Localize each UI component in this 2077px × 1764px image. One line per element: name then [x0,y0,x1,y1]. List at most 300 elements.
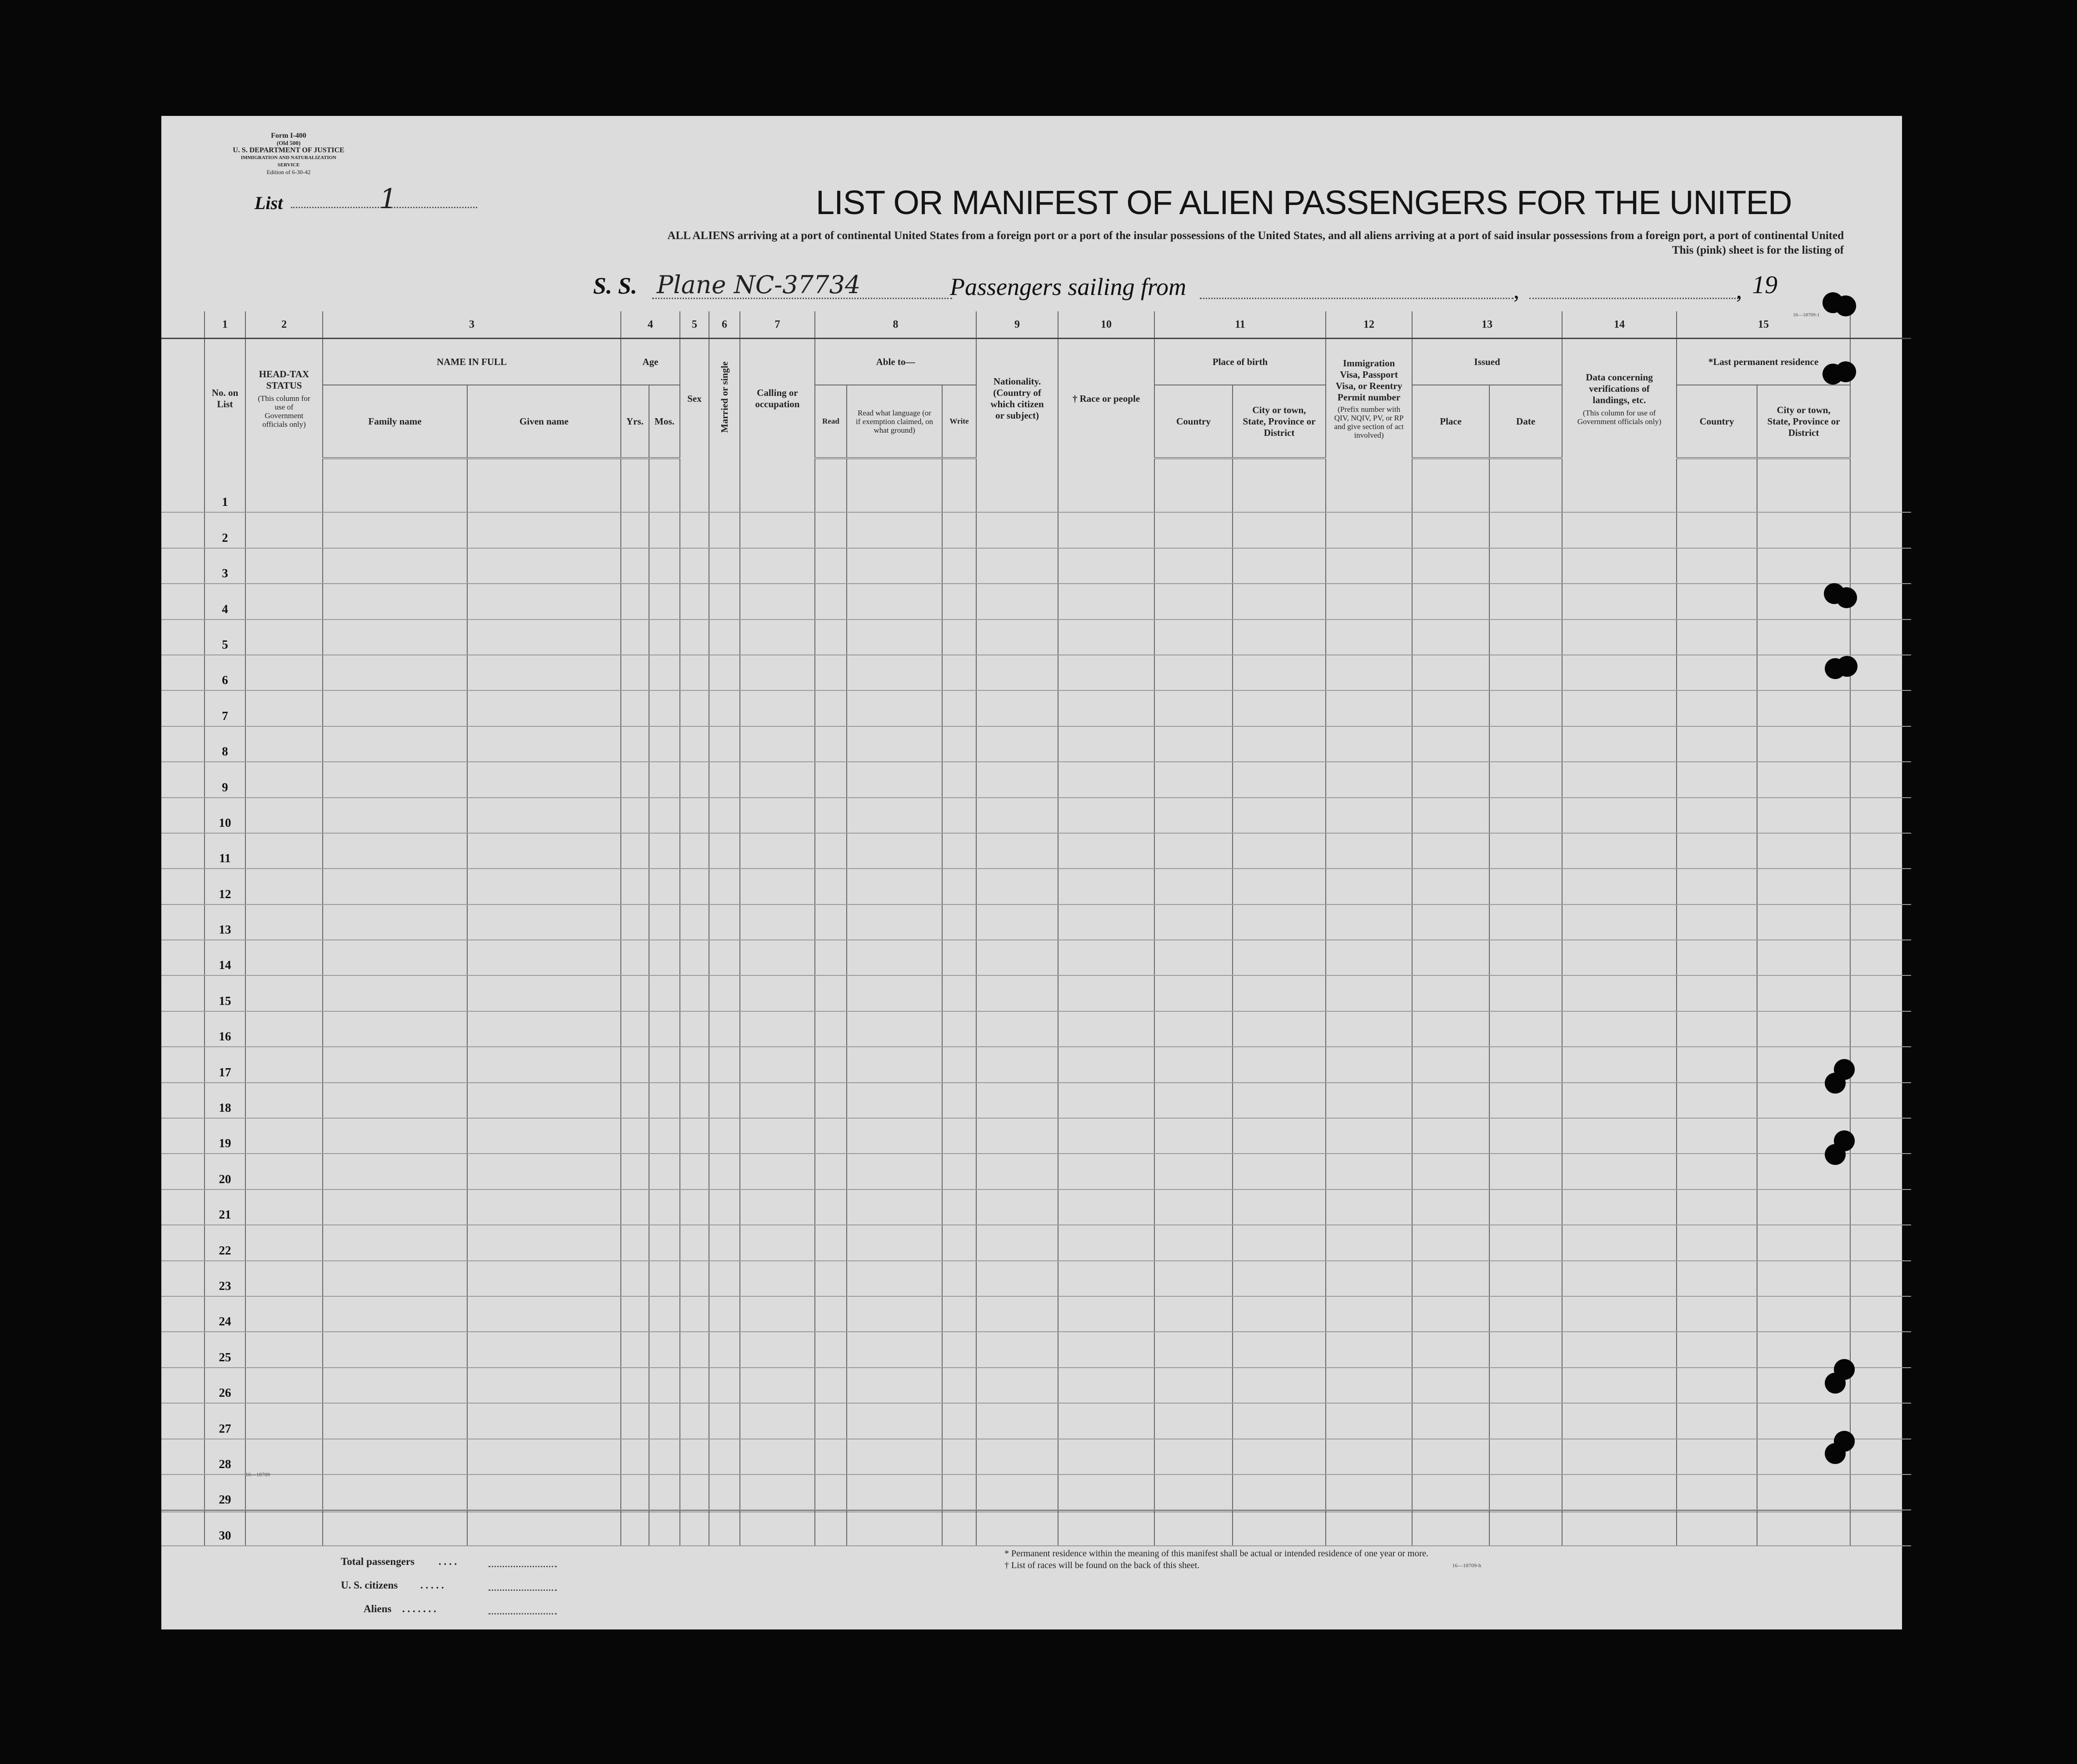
entry-cell[interactable] [815,1189,847,1225]
entry-cell[interactable] [1154,1011,1233,1047]
entry-cell[interactable] [1412,1296,1489,1332]
entry-cell[interactable] [621,1296,649,1332]
entry-cell[interactable] [1154,904,1233,940]
entry-cell[interactable] [1562,1011,1677,1047]
entry-cell[interactable] [467,1510,621,1545]
entry-cell[interactable] [245,1047,323,1082]
entry-cell[interactable] [1677,1047,1757,1082]
entry-cell[interactable] [1058,584,1154,619]
entry-cell[interactable] [467,477,621,512]
entry-cell[interactable] [1233,1332,1326,1367]
entry-cell[interactable] [680,869,709,904]
entry-cell[interactable] [1562,762,1677,797]
entry-cell[interactable] [942,512,976,548]
entry-cell[interactable] [1233,798,1326,833]
entry-cell[interactable] [1489,940,1562,975]
entry-cell[interactable] [1412,512,1489,548]
entry-cell[interactable] [621,1510,649,1545]
entry-cell[interactable] [1677,1368,1757,1403]
entry-cell[interactable] [621,975,649,1011]
entry-cell[interactable] [1562,940,1677,975]
entry-cell[interactable] [815,1261,847,1296]
entry-cell[interactable] [1412,726,1489,762]
entry-cell[interactable] [1489,512,1562,548]
entry-cell[interactable] [1326,584,1412,619]
entry-cell[interactable] [1233,655,1326,690]
entry-cell[interactable] [740,1189,815,1225]
entry-cell[interactable] [815,1047,847,1082]
entry-cell[interactable] [323,726,467,762]
entry-cell[interactable] [1154,940,1233,975]
entry-cell[interactable] [815,1332,847,1367]
entry-cell[interactable] [323,1189,467,1225]
entry-cell[interactable] [621,940,649,975]
entry-cell[interactable] [942,1225,976,1260]
entry-cell[interactable] [1562,655,1677,690]
entry-cell[interactable] [709,762,740,797]
entry-cell[interactable] [1326,512,1412,548]
entry-cell[interactable] [815,620,847,655]
entry-cell[interactable] [1058,1403,1154,1439]
entry-cell[interactable] [1154,477,1233,512]
entry-cell[interactable] [680,1403,709,1439]
entry-cell[interactable] [1677,620,1757,655]
entry-cell[interactable] [621,1403,649,1439]
entry-cell[interactable] [942,904,976,940]
entry-cell[interactable] [245,1189,323,1225]
entry-cell[interactable] [1412,833,1489,869]
entry-cell[interactable] [1154,1332,1233,1367]
entry-cell[interactable] [740,833,815,869]
entry-cell[interactable] [1412,904,1489,940]
entry-cell[interactable] [1233,975,1326,1011]
entry-cell[interactable] [1412,1261,1489,1296]
entry-cell[interactable] [1058,726,1154,762]
entry-cell[interactable] [815,726,847,762]
entry-cell[interactable] [621,548,649,584]
entry-cell[interactable] [680,548,709,584]
entry-cell[interactable] [1233,833,1326,869]
entry-cell[interactable] [1058,833,1154,869]
entry-cell[interactable] [1412,1225,1489,1260]
entry-cell[interactable] [467,1189,621,1225]
entry-cell[interactable] [1677,1403,1757,1439]
entry-cell[interactable] [1562,833,1677,869]
entry-cell[interactable] [1233,1368,1326,1403]
entry-cell[interactable] [942,690,976,726]
entry-cell[interactable] [942,762,976,797]
entry-cell[interactable] [1757,477,1850,512]
entry-cell[interactable] [1058,1154,1154,1189]
entry-cell[interactable] [680,1189,709,1225]
entry-cell[interactable] [1412,762,1489,797]
entry-cell[interactable] [1677,584,1757,619]
entry-cell[interactable] [323,512,467,548]
entry-cell[interactable] [709,1368,740,1403]
entry-cell[interactable] [1757,548,1850,584]
entry-cell[interactable] [680,975,709,1011]
entry-cell[interactable] [847,1011,942,1047]
entry-cell[interactable] [740,690,815,726]
entry-cell[interactable] [1233,1118,1326,1154]
entry-cell[interactable] [815,1296,847,1332]
entry-cell[interactable] [815,762,847,797]
entry-cell[interactable] [976,975,1058,1011]
entry-cell[interactable] [1326,655,1412,690]
entry-cell[interactable] [1489,869,1562,904]
entry-cell[interactable] [709,1011,740,1047]
entry-cell[interactable] [709,620,740,655]
entry-cell[interactable] [942,975,976,1011]
entry-cell[interactable] [1058,762,1154,797]
entry-cell[interactable] [1562,1368,1677,1403]
entry-cell[interactable] [1757,904,1850,940]
entry-cell[interactable] [1154,1403,1233,1439]
entry-cell[interactable] [1233,1189,1326,1225]
entry-cell[interactable] [1412,1332,1489,1367]
entry-cell[interactable] [621,869,649,904]
entry-cell[interactable] [740,1439,815,1474]
entry-cell[interactable] [1233,1225,1326,1260]
entry-cell[interactable] [1562,1083,1677,1118]
entry-cell[interactable] [1326,1118,1412,1154]
entry-cell[interactable] [976,833,1058,869]
entry-cell[interactable] [1757,1011,1850,1047]
entry-cell[interactable] [621,833,649,869]
entry-cell[interactable] [740,1225,815,1260]
entry-cell[interactable] [245,833,323,869]
entry-cell[interactable] [245,726,323,762]
entry-cell[interactable] [245,1439,323,1474]
entry-cell[interactable] [1562,620,1677,655]
entry-cell[interactable] [1489,1047,1562,1082]
entry-cell[interactable] [976,584,1058,619]
entry-cell[interactable] [1677,1474,1757,1510]
entry-cell[interactable] [323,762,467,797]
entry-cell[interactable] [680,1368,709,1403]
entry-cell[interactable] [680,1011,709,1047]
entry-cell[interactable] [1154,1083,1233,1118]
entry-cell[interactable] [1412,620,1489,655]
entry-cell[interactable] [1562,726,1677,762]
entry-cell[interactable] [1058,1047,1154,1082]
entry-cell[interactable] [1489,1510,1562,1545]
entry-cell[interactable] [680,655,709,690]
entry-cell[interactable] [1058,1296,1154,1332]
entry-cell[interactable] [1412,1011,1489,1047]
entry-cell[interactable] [740,1154,815,1189]
entry-cell[interactable] [847,1332,942,1367]
entry-cell[interactable] [1412,1083,1489,1118]
entry-cell[interactable] [1058,1083,1154,1118]
entry-cell[interactable] [1412,477,1489,512]
entry-cell[interactable] [709,940,740,975]
entry-cell[interactable] [1154,1510,1233,1545]
entry-cell[interactable] [1677,726,1757,762]
entry-cell[interactable] [1058,548,1154,584]
entry-cell[interactable] [323,833,467,869]
entry-cell[interactable] [740,1510,815,1545]
entry-cell[interactable] [1154,1261,1233,1296]
entry-cell[interactable] [680,1439,709,1474]
entry-cell[interactable] [1489,477,1562,512]
entry-cell[interactable] [942,1403,976,1439]
entry-cell[interactable] [649,548,680,584]
entry-cell[interactable] [815,833,847,869]
entry-cell[interactable] [649,584,680,619]
entry-cell[interactable] [1412,1439,1489,1474]
entry-cell[interactable] [1326,548,1412,584]
entry-cell[interactable] [709,975,740,1011]
entry-cell[interactable] [709,1225,740,1260]
entry-cell[interactable] [1757,833,1850,869]
entry-cell[interactable] [245,512,323,548]
entry-cell[interactable] [1058,1261,1154,1296]
entry-cell[interactable] [942,1474,976,1510]
entry-cell[interactable] [942,833,976,869]
entry-cell[interactable] [1677,762,1757,797]
entry-cell[interactable] [245,1011,323,1047]
entry-cell[interactable] [621,726,649,762]
entry-cell[interactable] [976,548,1058,584]
entry-cell[interactable] [976,1296,1058,1332]
entry-cell[interactable] [1326,1225,1412,1260]
entry-cell[interactable] [1233,1011,1326,1047]
entry-cell[interactable] [1757,1261,1850,1296]
entry-cell[interactable] [649,1225,680,1260]
entry-cell[interactable] [621,1225,649,1260]
entry-cell[interactable] [1562,1439,1677,1474]
entry-cell[interactable] [1154,548,1233,584]
entry-cell[interactable] [1154,1439,1233,1474]
entry-cell[interactable] [847,1118,942,1154]
entry-cell[interactable] [1058,655,1154,690]
entry-cell[interactable] [1326,1083,1412,1118]
entry-cell[interactable] [621,690,649,726]
entry-cell[interactable] [976,512,1058,548]
entry-cell[interactable] [1489,690,1562,726]
entry-cell[interactable] [740,1083,815,1118]
entry-cell[interactable] [1233,1510,1326,1545]
entry-cell[interactable] [1562,1189,1677,1225]
entry-cell[interactable] [649,477,680,512]
entry-cell[interactable] [1489,726,1562,762]
entry-cell[interactable] [1757,798,1850,833]
entry-cell[interactable] [1677,655,1757,690]
entry-cell[interactable] [649,869,680,904]
entry-cell[interactable] [1562,1261,1677,1296]
entry-cell[interactable] [680,620,709,655]
entry-cell[interactable] [323,1439,467,1474]
entry-cell[interactable] [976,1474,1058,1510]
entry-cell[interactable] [740,620,815,655]
entry-cell[interactable] [680,1474,709,1510]
entry-cell[interactable] [649,1296,680,1332]
entry-cell[interactable] [245,975,323,1011]
entry-cell[interactable] [1412,1403,1489,1439]
entry-cell[interactable] [649,1403,680,1439]
entry-cell[interactable] [847,869,942,904]
entry-cell[interactable] [1412,548,1489,584]
entry-cell[interactable] [709,1047,740,1082]
entry-cell[interactable] [1677,940,1757,975]
entry-cell[interactable] [680,833,709,869]
entry-cell[interactable] [649,690,680,726]
entry-cell[interactable] [847,904,942,940]
entry-cell[interactable] [649,1083,680,1118]
entry-cell[interactable] [1489,548,1562,584]
entry-cell[interactable] [1154,1296,1233,1332]
entry-cell[interactable] [815,690,847,726]
entry-cell[interactable] [621,1154,649,1189]
entry-cell[interactable] [976,1332,1058,1367]
entry-cell[interactable] [847,1510,942,1545]
entry-cell[interactable] [1154,1225,1233,1260]
entry-cell[interactable] [1489,655,1562,690]
entry-cell[interactable] [323,1154,467,1189]
entry-cell[interactable] [1677,1118,1757,1154]
entry-cell[interactable] [976,655,1058,690]
entry-cell[interactable] [649,1261,680,1296]
entry-cell[interactable] [245,477,323,512]
entry-cell[interactable] [942,1154,976,1189]
entry-cell[interactable] [323,1474,467,1510]
entry-cell[interactable] [976,726,1058,762]
entry-cell[interactable] [976,762,1058,797]
entry-cell[interactable] [621,798,649,833]
entry-cell[interactable] [1058,1011,1154,1047]
entry-cell[interactable] [976,477,1058,512]
entry-cell[interactable] [1233,1474,1326,1510]
entry-cell[interactable] [1412,1118,1489,1154]
entry-cell[interactable] [1326,1474,1412,1510]
entry-cell[interactable] [1058,869,1154,904]
entry-cell[interactable] [815,1439,847,1474]
entry-cell[interactable] [1233,1296,1326,1332]
entry-cell[interactable] [942,1510,976,1545]
entry-cell[interactable] [709,869,740,904]
entry-cell[interactable] [649,1154,680,1189]
entry-cell[interactable] [1058,904,1154,940]
entry-cell[interactable] [323,1011,467,1047]
entry-cell[interactable] [621,477,649,512]
entry-cell[interactable] [467,1261,621,1296]
entry-cell[interactable] [709,1083,740,1118]
entry-cell[interactable] [942,620,976,655]
entry-cell[interactable] [621,620,649,655]
entry-cell[interactable] [709,1510,740,1545]
entry-cell[interactable] [467,1296,621,1332]
entry-cell[interactable] [680,1118,709,1154]
entry-cell[interactable] [709,477,740,512]
entry-cell[interactable] [1154,620,1233,655]
entry-cell[interactable] [323,548,467,584]
entry-cell[interactable] [847,833,942,869]
entry-cell[interactable] [649,798,680,833]
entry-cell[interactable] [942,1296,976,1332]
entry-cell[interactable] [1757,1403,1850,1439]
entry-cell[interactable] [467,1047,621,1082]
entry-cell[interactable] [1154,798,1233,833]
entry-cell[interactable] [847,940,942,975]
entry-cell[interactable] [1562,1047,1677,1082]
entry-cell[interactable] [467,1225,621,1260]
entry-cell[interactable] [976,1403,1058,1439]
entry-cell[interactable] [245,548,323,584]
entry-cell[interactable] [847,1296,942,1332]
entry-cell[interactable] [680,1510,709,1545]
entry-cell[interactable] [847,584,942,619]
entry-cell[interactable] [942,1011,976,1047]
entry-cell[interactable] [976,1368,1058,1403]
entry-cell[interactable] [649,1439,680,1474]
entry-cell[interactable] [1233,1403,1326,1439]
entry-cell[interactable] [1326,798,1412,833]
entry-cell[interactable] [245,1403,323,1439]
entry-cell[interactable] [1058,1332,1154,1367]
entry-cell[interactable] [815,1083,847,1118]
entry-cell[interactable] [649,620,680,655]
entry-cell[interactable] [1757,1296,1850,1332]
entry-cell[interactable] [1677,1083,1757,1118]
entry-cell[interactable] [942,1083,976,1118]
entry-cell[interactable] [1326,1510,1412,1545]
entry-cell[interactable] [976,1047,1058,1082]
entry-cell[interactable] [1326,833,1412,869]
entry-cell[interactable] [1677,1332,1757,1367]
entry-cell[interactable] [976,904,1058,940]
entry-cell[interactable] [847,1154,942,1189]
entry-cell[interactable] [1757,940,1850,975]
entry-cell[interactable] [323,1083,467,1118]
entry-cell[interactable] [815,655,847,690]
entry-cell[interactable] [680,1083,709,1118]
entry-cell[interactable] [680,1225,709,1260]
entry-cell[interactable] [1677,1510,1757,1545]
entry-cell[interactable] [1154,1118,1233,1154]
entry-cell[interactable] [1154,975,1233,1011]
entry-cell[interactable] [1154,1047,1233,1082]
entry-cell[interactable] [1562,1403,1677,1439]
entry-cell[interactable] [1562,1332,1677,1367]
entry-cell[interactable] [709,1118,740,1154]
entry-cell[interactable] [1412,584,1489,619]
entry-cell[interactable] [680,798,709,833]
entry-cell[interactable] [680,1154,709,1189]
entry-cell[interactable] [709,548,740,584]
entry-cell[interactable] [1562,869,1677,904]
entry-cell[interactable] [1326,869,1412,904]
entry-cell[interactable] [1489,1368,1562,1403]
entry-cell[interactable] [740,1368,815,1403]
entry-cell[interactable] [323,690,467,726]
entry-cell[interactable] [467,1403,621,1439]
entry-cell[interactable] [1154,1189,1233,1225]
entry-cell[interactable] [815,1510,847,1545]
entry-cell[interactable] [740,655,815,690]
entry-cell[interactable] [1562,975,1677,1011]
entry-cell[interactable] [1677,1011,1757,1047]
entry-cell[interactable] [815,904,847,940]
entry-cell[interactable] [815,1368,847,1403]
entry-cell[interactable] [1326,726,1412,762]
entry-cell[interactable] [467,1083,621,1118]
entry-cell[interactable] [1562,904,1677,940]
entry-cell[interactable] [323,1510,467,1545]
entry-cell[interactable] [942,1261,976,1296]
entry-cell[interactable] [942,1118,976,1154]
entry-cell[interactable] [847,975,942,1011]
